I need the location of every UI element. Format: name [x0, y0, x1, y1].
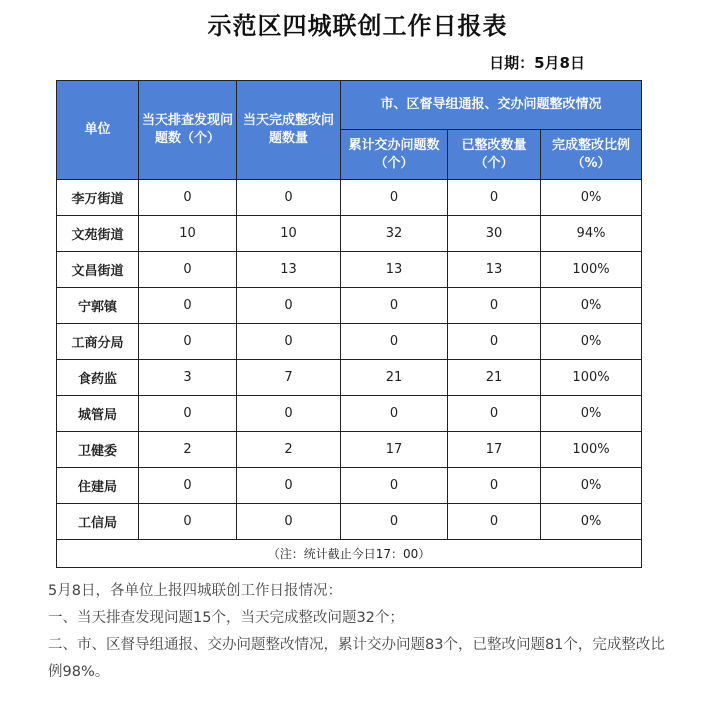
header-cumulative: 累计交办问题数（个） — [341, 130, 448, 180]
cell-fixed: 0 — [237, 324, 341, 360]
cell-fixed: 0 — [237, 504, 341, 540]
cell-rectified: 0 — [448, 288, 541, 324]
cell-cumulative: 0 — [341, 504, 448, 540]
cell-rectified: 21 — [448, 360, 541, 396]
table-note-row — [57, 540, 642, 568]
cell-cumulative: 0 — [341, 288, 448, 324]
cell-found: 0 — [139, 180, 237, 216]
cell-rectified: 17 — [448, 432, 541, 468]
cell-cumulative: 21 — [341, 360, 448, 396]
header-group: 市、区督导组通报、交办问题整改情况 — [341, 81, 642, 130]
cell-fixed: 0 — [237, 468, 341, 504]
table-row — [57, 396, 642, 432]
cell-fixed: 13 — [237, 252, 341, 288]
summary-line-1: 5月8日，各单位上报四城联创工作日报情况： — [48, 583, 342, 599]
table-row — [57, 252, 642, 288]
daily-report-table — [56, 80, 642, 568]
cell-fixed: 7 — [237, 360, 341, 396]
cell-found: 0 — [139, 324, 237, 360]
table-note: （注：统计截止今日17：00） — [57, 540, 642, 568]
cell-fixed: 10 — [237, 216, 341, 252]
table-row — [57, 504, 642, 540]
cell-unit: 宁郭镇 — [57, 288, 139, 324]
table-row — [57, 468, 642, 504]
summary-line-2: 一、当天排查发现问题15个，当天完成整改问题32个； — [48, 610, 404, 626]
cell-unit: 食药监 — [57, 360, 139, 396]
cell-ratio: 0% — [541, 468, 642, 504]
table-header-row — [57, 81, 642, 130]
report-title: 示范区四城联创工作日报表 — [207, 12, 508, 40]
cell-found: 0 — [139, 396, 237, 432]
header-ratio: 完成整改比例（%） — [541, 130, 642, 180]
table-row — [57, 432, 642, 468]
cell-cumulative: 0 — [341, 180, 448, 216]
cell-rectified: 0 — [448, 504, 541, 540]
cell-ratio: 100% — [541, 252, 642, 288]
cell-rectified: 0 — [448, 396, 541, 432]
header-fixed: 当天完成整改问题数量 — [237, 81, 341, 180]
cell-cumulative: 17 — [341, 432, 448, 468]
cell-found: 10 — [139, 216, 237, 252]
table-row — [57, 288, 642, 324]
table-row — [57, 324, 642, 360]
cell-found: 0 — [139, 288, 237, 324]
cell-rectified: 0 — [448, 468, 541, 504]
summary-text — [48, 578, 668, 686]
cell-found: 2 — [139, 432, 237, 468]
cell-found: 3 — [139, 360, 237, 396]
cell-ratio: 0% — [541, 288, 642, 324]
table-row — [57, 180, 642, 216]
cell-cumulative: 0 — [341, 396, 448, 432]
cell-unit: 卫健委 — [57, 432, 139, 468]
cell-rectified: 30 — [448, 216, 541, 252]
header-rectified: 已整改数量（个） — [448, 130, 541, 180]
cell-ratio: 0% — [541, 504, 642, 540]
cell-rectified: 0 — [448, 324, 541, 360]
cell-ratio: 100% — [541, 432, 642, 468]
cell-cumulative: 0 — [341, 468, 448, 504]
cell-unit: 城管局 — [57, 396, 139, 432]
cell-ratio: 0% — [541, 180, 642, 216]
cell-found: 0 — [139, 252, 237, 288]
report-date: 日期：5月8日 — [489, 54, 585, 72]
cell-found: 0 — [139, 504, 237, 540]
cell-fixed: 2 — [237, 432, 341, 468]
cell-ratio: 100% — [541, 360, 642, 396]
header-unit: 单位 — [57, 81, 139, 180]
cell-unit: 工商分局 — [57, 324, 139, 360]
cell-found: 0 — [139, 468, 237, 504]
cell-unit: 住建局 — [57, 468, 139, 504]
summary-line-3: 二、市、区督导组通报、交办问题整改情况，累计交办问题83个，已整改问题81个，完成整改比例98%。 — [48, 637, 665, 680]
cell-unit: 文昌街道 — [57, 252, 139, 288]
cell-unit: 李万街道 — [57, 180, 139, 216]
table-row — [57, 216, 642, 252]
cell-fixed: 0 — [237, 396, 341, 432]
cell-rectified: 0 — [448, 180, 541, 216]
cell-cumulative: 0 — [341, 324, 448, 360]
cell-fixed: 0 — [237, 288, 341, 324]
cell-cumulative: 32 — [341, 216, 448, 252]
header-found: 当天排查发现问题数（个） — [139, 81, 237, 180]
cell-ratio: 0% — [541, 396, 642, 432]
cell-cumulative: 13 — [341, 252, 448, 288]
cell-unit: 工信局 — [57, 504, 139, 540]
table-row — [57, 360, 642, 396]
cell-unit: 文苑街道 — [57, 216, 139, 252]
cell-ratio: 0% — [541, 324, 642, 360]
cell-rectified: 13 — [448, 252, 541, 288]
cell-fixed: 0 — [237, 180, 341, 216]
cell-ratio: 94% — [541, 216, 642, 252]
